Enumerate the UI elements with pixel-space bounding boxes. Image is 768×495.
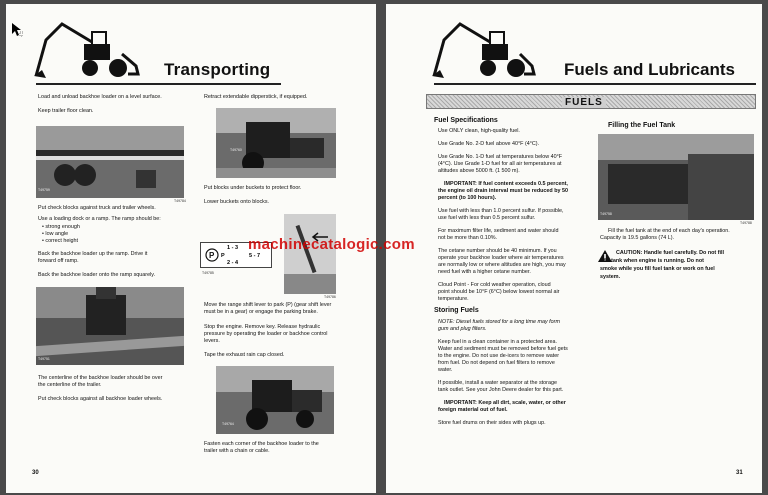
paragraph: Retract extendable dipperstick, if equipped. [204,94,308,100]
paragraph: Use Grade No. 1-D fuel at temperatures below 40°F [438,154,563,160]
paragraph: Tape the exhaust rain cap closed. [204,352,285,358]
paragraph: For maximum filter life, sediment and water should [438,228,559,234]
bucket-blocks-photo [216,108,336,178]
figure-code: T49764 [222,422,234,426]
figure-code: T49785 [202,271,214,275]
shift-lever-photo [284,214,336,294]
caution-text: system. [600,274,621,280]
title-rule [36,83,281,85]
note: gum and plug filters. [438,326,487,332]
paragraph: Use fuel with less than 1.0 percent sulfur. If possible, [438,208,564,214]
paragraph: are normally low or where altitudes are high, you may [438,262,566,268]
section-banner [426,94,756,109]
paragraph: Lower buckets onto blocks. [204,199,270,205]
figure-code: T49758 [600,212,612,216]
paragraph: Use ONLY clean, high-quality fuel. [438,128,520,134]
title-rule [434,83,756,85]
paragraph: Use a loading dock or a ramp. The ramp should be: [38,216,161,222]
page-number: 31 [736,470,743,476]
paragraph: Back the backhoe loader onto the ramp squarely. [38,272,156,278]
paragraph: tank outlet. See your John Deere dealer for this part. [438,387,564,393]
paragraph: Keep fuel in a clean container in a protected area. [438,339,557,345]
note: NOTE: Diesel fuels stored for a long time may form [438,319,560,325]
right-page [386,4,762,493]
important-note: foreign material out of fuel. [438,407,508,413]
paragraph: If possible, install a water separator at the storage [438,380,557,386]
section-heading: Storing Fuels [434,307,479,314]
paragraph: Fasten each corner of the backhoe loader to the [204,441,319,447]
watermark: machinecatalogic.com [248,236,415,253]
paragraph: the centerline of the trailer. [38,382,102,388]
trailer-wheels-photo [36,126,184,198]
caution-text: CAUTION: Handle fuel carefully. Do not fill [616,250,725,256]
caution-text: smoke while you fill fuel tank or work on fuel [600,266,715,272]
paragraph: not be more than 0.10%. [438,235,498,241]
paragraph: Fill the fuel tank at the end of each day's operation. [608,228,730,234]
paragraph: Cloud Point - For cold weather operation, cloud [438,282,551,288]
shift-gear-label: P [221,253,225,259]
backhoe-logo-icon [32,18,142,80]
page-title: Fuels and Lubricants [564,60,735,79]
important-note: IMPORTANT: Keep all dirt, scale, water, or other [444,400,566,406]
caution-text: fuel tank when engine is running. Do not [600,258,704,264]
fuel-tank-photo [598,134,754,220]
shift-gear-label: 1 - 3 [227,245,239,251]
svg-text:P: P [209,251,215,260]
paragraph: Load and unload backhoe loader on a level surface. [38,94,162,100]
paragraph: temperature. [438,296,469,302]
paragraph: must be in a gear) or engage the parking brake. [204,309,318,315]
paragraph: The centerline of the backhoe loader should be over [38,375,163,381]
page-title: Transporting [164,60,271,79]
important-note: IMPORTANT: If fuel content exceeds 0.5 percent, [444,181,568,187]
paragraph: use fuel with less than 0.5 percent sulfur. [438,215,536,221]
paragraph: Back the backhoe loader up the ramp. Drive it [38,251,148,257]
parking-symbol-icon [203,247,221,263]
paragraph: Stop the engine. Remove key. Release hydraulic [204,324,321,330]
chained-loader-photo [216,366,334,434]
cursor-icon [11,22,23,38]
section-banner-label: FUELS [562,97,606,108]
important-note: the engine oil drain interval must be reduced by 50 [438,188,569,194]
paragraph: water. [438,367,453,373]
paragraph: levers. [204,338,220,344]
paragraph: need fuel with a higher cetane number. [438,269,531,275]
paragraph: altitudes above 5000 ft. (1 500 m). [438,168,520,174]
figure-code: T49759 [38,188,50,192]
paragraph: Put blocks under buckets to protect floor. [204,185,302,191]
paragraph: from fuel. Do not depend on fuel filters to remove [438,360,555,366]
paragraph: Use Grade No. 2-D fuel above 40°F (4°C). [438,141,540,147]
backhoe-logo-icon [430,18,536,80]
figure-code: T49760 [230,148,242,152]
bullet-item: • low angle [42,231,69,237]
figure-ref: T49786 [324,295,336,299]
figure-ref: T49788 [740,221,752,225]
paragraph: Capacity is 19.5 gallons (74 L). [600,235,675,241]
paragraph: pressure by operating the loader or backhoe control [204,331,328,337]
paragraph: trailer with a chain or cable. [204,448,270,454]
paragraph: point should be 10°F (6°C) below lowest normal air [438,289,560,295]
figure-ref: T49784 [174,199,186,203]
paragraph: Put check blocks against all backhoe loader wheels. [38,396,163,402]
paragraph: Move the range shift lever to park (P) (gear shift lever [204,302,332,308]
section-heading: Filling the Fuel Tank [608,122,676,129]
paragraph: Put check blocks against truck and trailer wheels. [38,205,156,211]
paragraph: Water and sediment must be removed before fuel gets [438,346,568,352]
paragraph: (4°C). Use Grade 1-D fuel for all air temperatures at [438,161,562,167]
bullet-item: • strong enough [42,224,80,230]
ramp-photo [36,287,184,365]
page-number: 30 [32,470,39,476]
important-note: percent (to 100 hours). [438,195,497,201]
paragraph: Keep trailer floor clean. [38,108,94,114]
paragraph: The cetane number should be 40 minimum. If you [438,248,557,254]
section-heading: Fuel Specifications [434,117,498,124]
shift-gear-label: 5 - 7 [249,253,261,259]
paragraph: forward off ramp. [38,258,79,264]
bullet-item: • correct height [42,238,79,244]
paragraph: operate your backhoe loader where air temperatures [438,255,564,261]
paragraph: Store fuel drums on their sides with plugs up. [438,420,546,426]
shift-gear-label: 2 - 4 [227,260,239,266]
paragraph: to the engine. Do not use de-icers to remove water [438,353,560,359]
figure-code: T49751 [38,357,50,361]
